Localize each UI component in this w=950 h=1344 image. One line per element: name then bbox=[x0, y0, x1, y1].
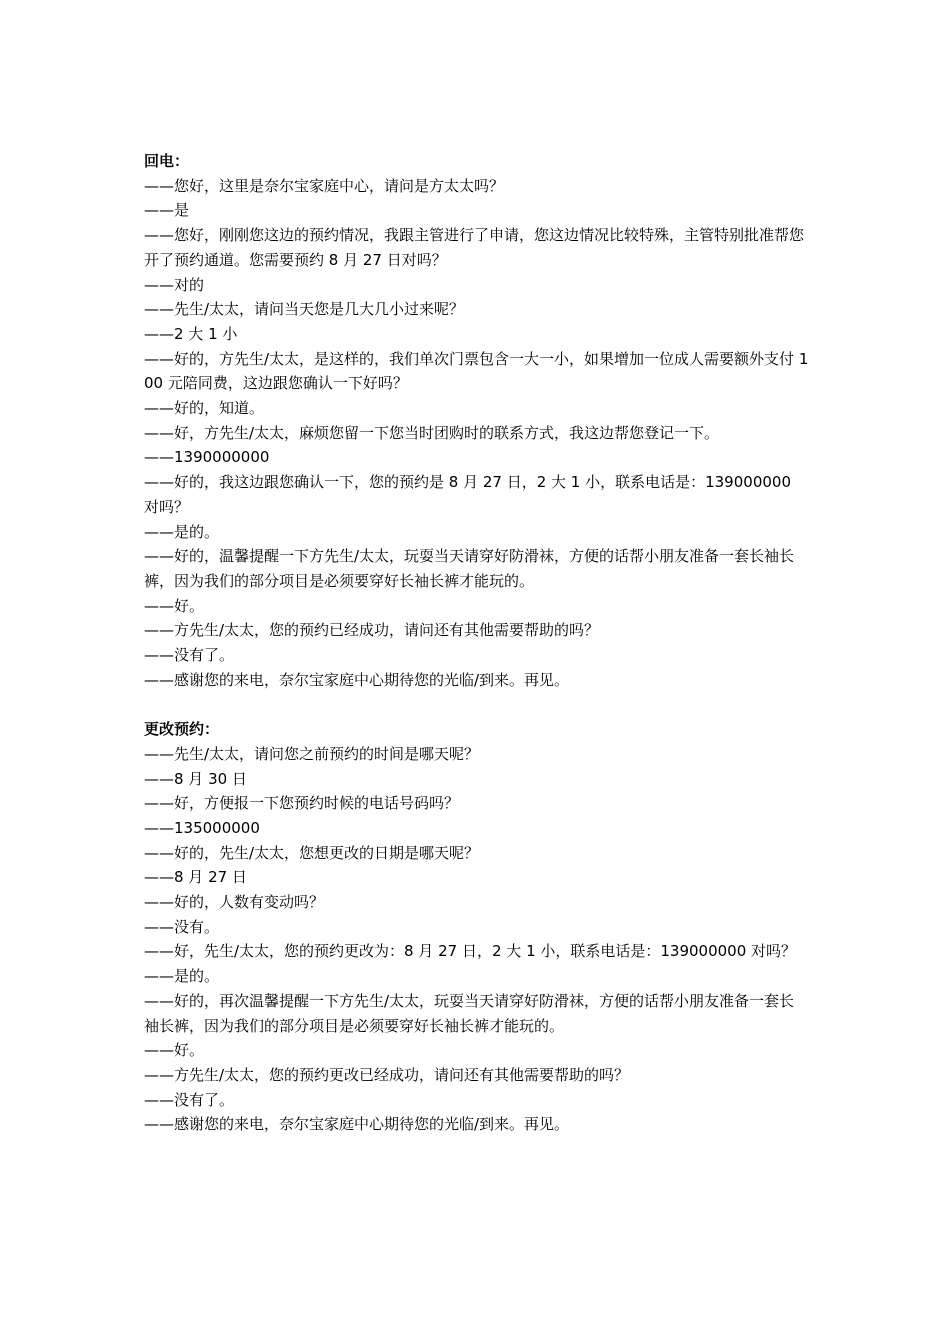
dialogue-line: ——您好，刚刚您这边的预约情况，我跟主管进行了申请，您这边情况比较特殊，主管特别批准帮您开了预约通道。您需要预约 8 月 27 日对吗？ bbox=[144, 226, 805, 269]
dialogue-line: ——您好，这里是奈尔宝家庭中心，请问是方太太吗？ bbox=[144, 176, 505, 195]
dialogue-line: ——是的。 bbox=[144, 967, 220, 986]
dialogue-line: ——感谢您的来电，奈尔宝家庭中心期待您的光临/到来。再见。 bbox=[144, 670, 570, 689]
dialogue-line: ——是的。 bbox=[144, 522, 220, 541]
dialogue-line: ——好。 bbox=[144, 1041, 205, 1060]
dialogue-line: ——先生/太太，请问当天您是几大几小过来呢？ bbox=[144, 300, 465, 319]
document-content bbox=[144, 149, 809, 1137]
dialogue-line: ——好的，知道。 bbox=[144, 399, 265, 418]
dialogue-line: ——好。 bbox=[144, 596, 205, 615]
dialogue-line: ——好的，人数有变动吗？ bbox=[144, 893, 325, 912]
dialogue-line: ——8 月 30 日 bbox=[144, 769, 247, 788]
dialogue-line: ——好，方便报一下您预约时候的电话号码吗？ bbox=[144, 794, 460, 813]
dialogue-line: ——先生/太太，请问您之前预约的时间是哪天呢？ bbox=[144, 744, 480, 763]
dialogue-callback bbox=[144, 174, 809, 693]
dialogue-line: ——感谢您的来电，奈尔宝家庭中心期待您的光临/到来。再见。 bbox=[144, 1115, 570, 1134]
section-heading-callback: 回电： bbox=[144, 152, 190, 170]
dialogue-line: ——好的，方先生/太太，是这样的，我们单次门票包含一大一小，如果增加一位成人需要额外支付 100 元陪同费，这边跟您确认一下好吗？ bbox=[144, 349, 809, 393]
dialogue-line: ——方先生/太太，您的预约已经成功，请问还有其他需要帮助的吗？ bbox=[144, 621, 600, 640]
dialogue-line: ——是 bbox=[144, 201, 190, 220]
dialogue-line: ——方先生/太太，您的预约更改已经成功，请问还有其他需要帮助的吗？ bbox=[144, 1065, 630, 1084]
dialogue-line: ——好的，温馨提醒一下方先生/太太，玩耍当天请穿好防滑袜，方便的话帮小朋友准备一套长袖长裤，因为我们的部分项目是必须要穿好长袖长裤才能玩的。 bbox=[144, 547, 795, 590]
dialogue-line: ——1390000000 bbox=[144, 448, 270, 467]
dialogue-line: ——好的，我这边跟您确认一下，您的预约是 8 月 27 日，2 大 1 小，联系电话是：139000000 对吗？ bbox=[144, 473, 791, 516]
dialogue-line: ——好，先生/太太，您的预约更改为：8 月 27 日，2 大 1 小，联系电话是：139000000 对吗？ bbox=[144, 942, 797, 961]
dialogue-line: ——好的，再次温馨提醒一下方先生/太太，玩耍当天请穿好防滑袜，方便的话帮小朋友准备一套长袖长裤，因为我们的部分项目是必须要穿好长袖长裤才能玩的。 bbox=[144, 991, 795, 1035]
dialogue-reschedule bbox=[144, 742, 809, 1137]
dialogue-line: ——2 大 1 小 bbox=[144, 324, 238, 343]
dialogue-line: ——135000000 bbox=[144, 818, 260, 837]
section-spacer bbox=[144, 692, 809, 717]
dialogue-line: ——8 月 27 日 bbox=[144, 868, 247, 887]
dialogue-line: ——好，方先生/太太，麻烦您留一下您当时团购时的联系方式，我这边帮您登记一下。 bbox=[144, 423, 720, 442]
dialogue-line: ——对的 bbox=[144, 275, 205, 294]
dialogue-line: ——没有了。 bbox=[144, 1090, 235, 1109]
dialogue-line: ——没有。 bbox=[144, 917, 220, 936]
dialogue-line: ——没有了。 bbox=[144, 646, 235, 665]
dialogue-line: ——好的，先生/太太，您想更改的日期是哪天呢？ bbox=[144, 843, 480, 862]
section-heading-reschedule: 更改预约： bbox=[144, 720, 220, 739]
